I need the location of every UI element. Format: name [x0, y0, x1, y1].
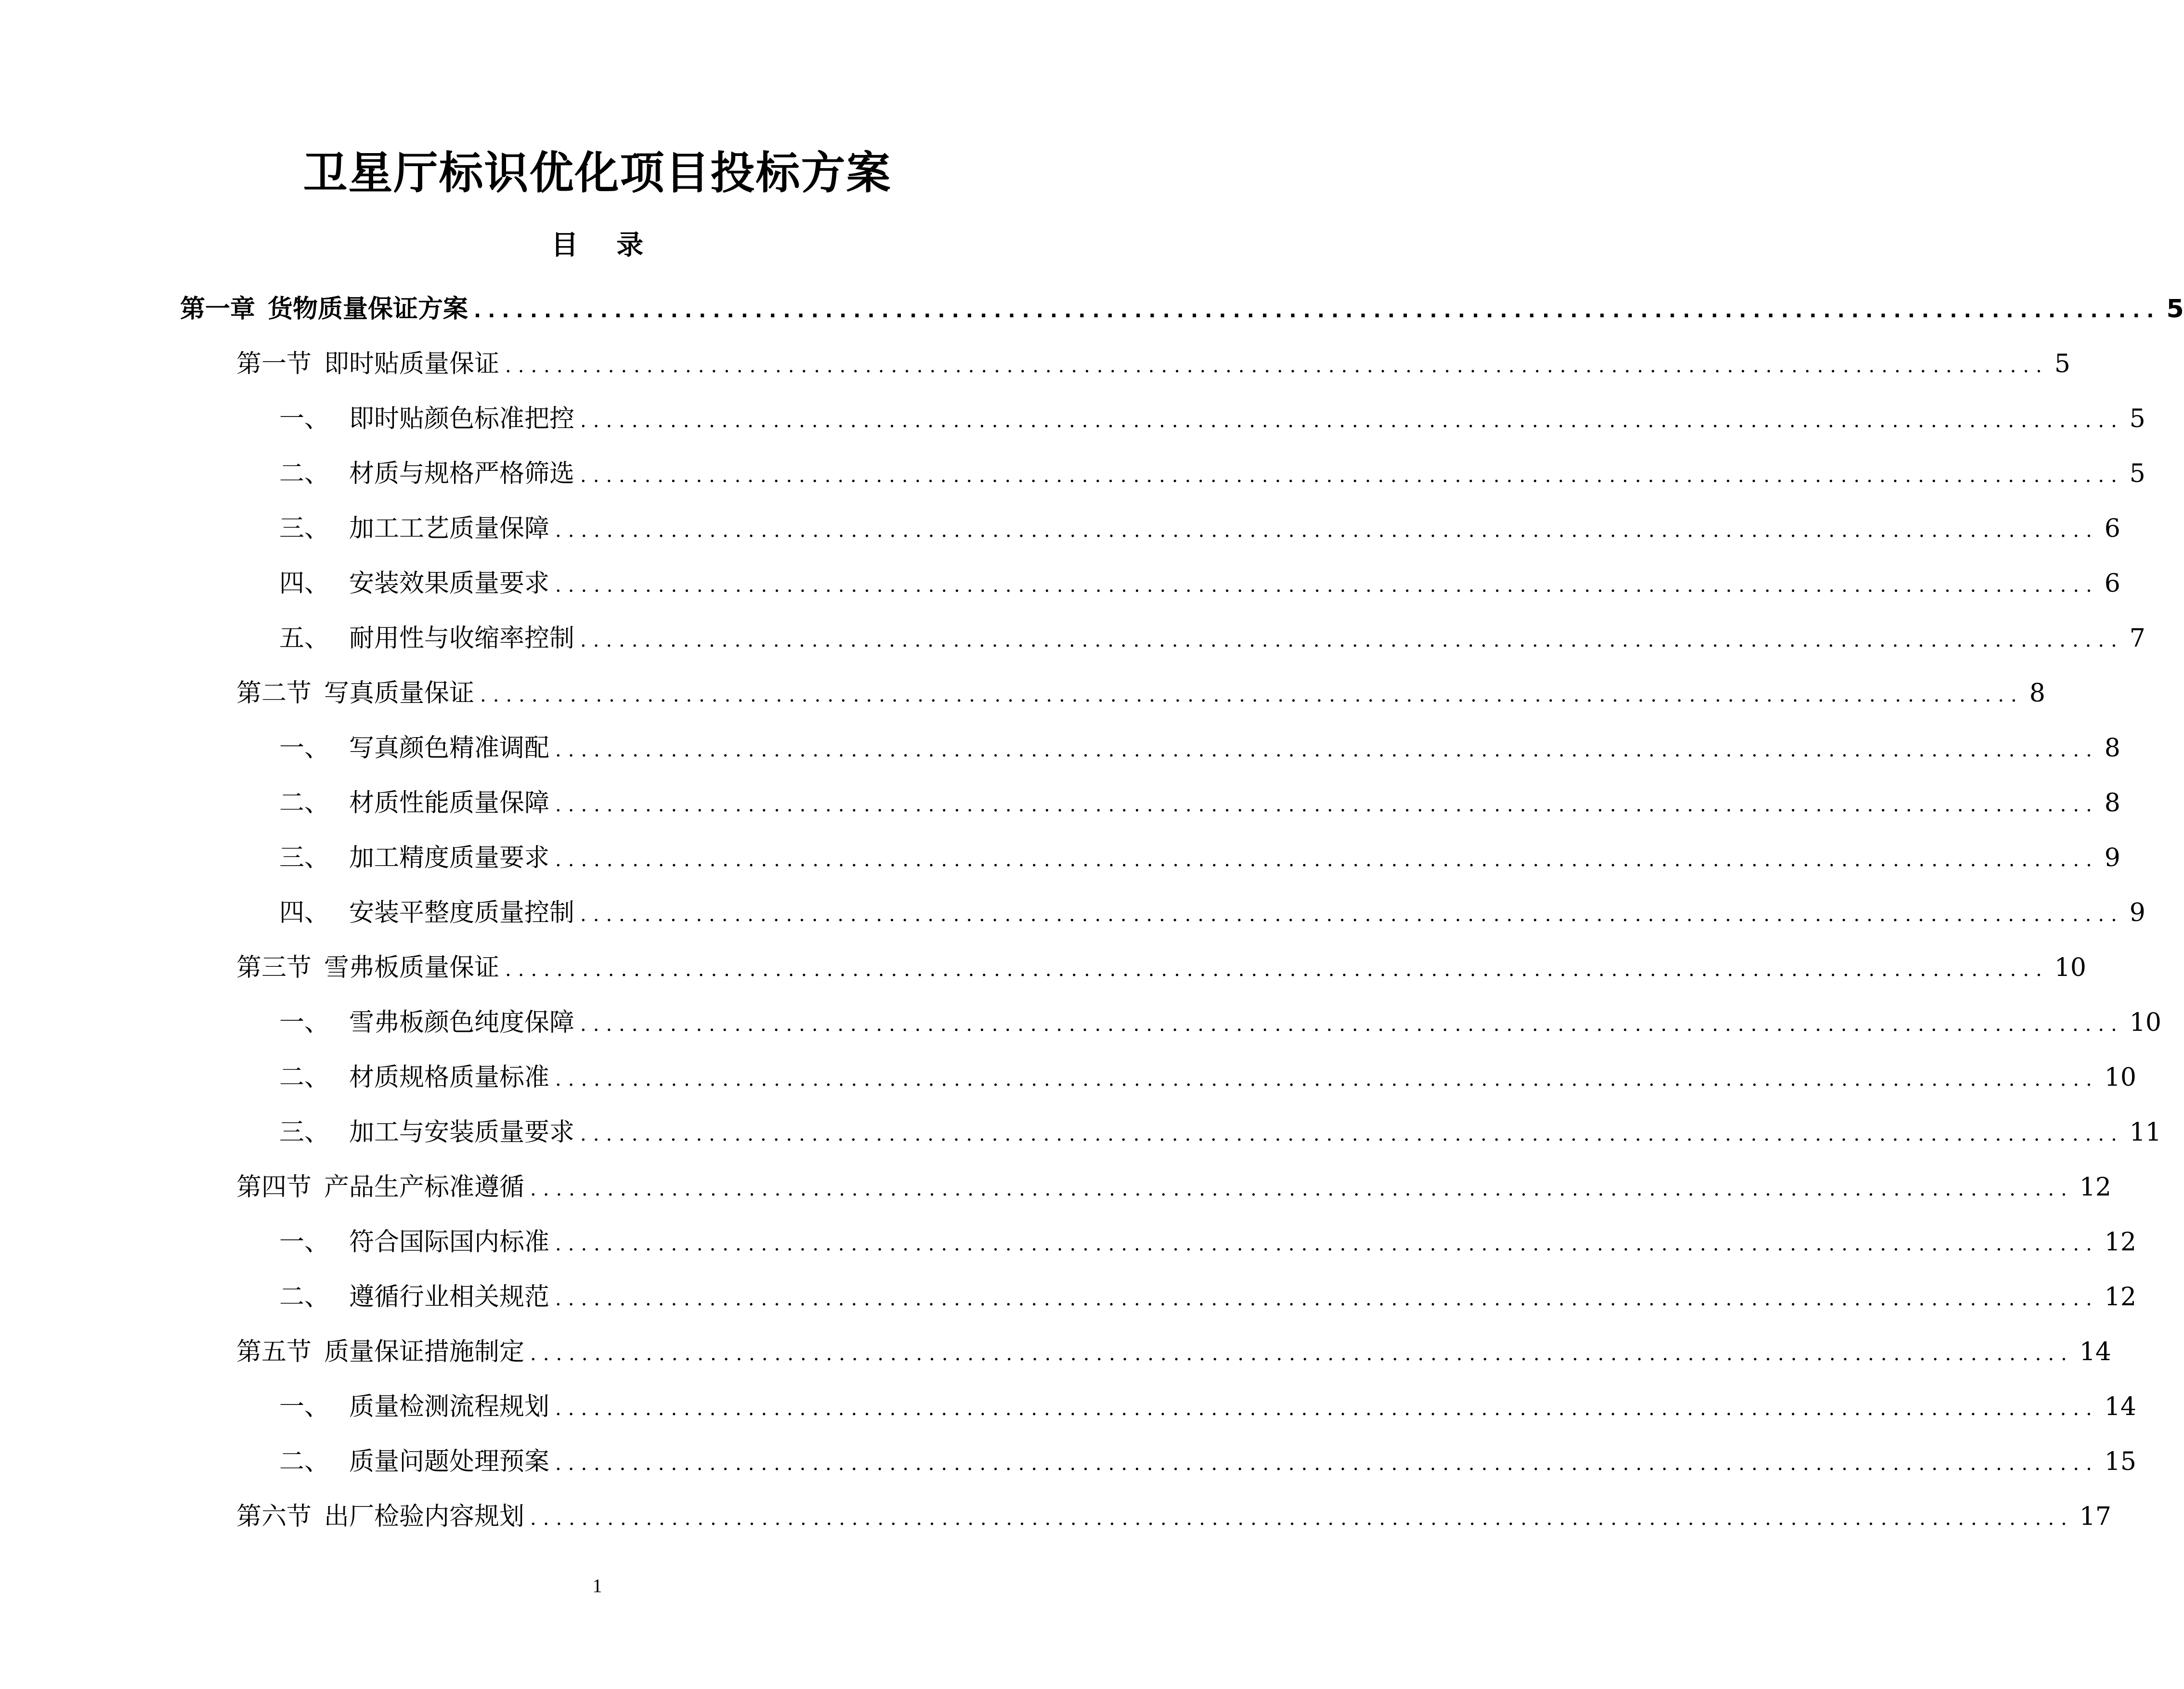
toc-entry[interactable] — [279, 1215, 2136, 1270]
toc-entry[interactable] — [279, 1270, 2136, 1325]
toc-dot-leader: ........................................................................................................................ — [555, 739, 2099, 761]
toc-entry[interactable] — [279, 446, 2145, 501]
toc-entry-page: 7 — [2129, 624, 2145, 653]
toc-entry-title: 写真颜色精准调配 — [349, 734, 550, 763]
toc-dot-leader: ........................................................................................................................ — [555, 1233, 2099, 1255]
toc-dot-leader: ........................................................................................................................ — [530, 1343, 2074, 1365]
toc-dot-leader: ........................................................................................................................ — [555, 1068, 2099, 1091]
toc-entry-page: 5 — [2129, 459, 2145, 488]
toc-dot-leader: ........................................................................................................................ — [480, 684, 2024, 706]
toc-entry-title: 质量检测流程规划 — [349, 1392, 550, 1421]
toc-entry-page: 5 — [2054, 350, 2070, 378]
toc-dot-leader: ........................................................................................................................ — [555, 1453, 2099, 1475]
toc-entry-title: 产品生产标准遵循 — [324, 1173, 525, 1202]
toc-entry-title: 材质性能质量保障 — [349, 789, 550, 818]
toc-dot-leader: ........................................................................................................................ — [580, 1013, 2124, 1036]
toc-entry[interactable] — [279, 1105, 2161, 1160]
toc-entry[interactable] — [279, 1379, 2136, 1434]
toc-entry-title: 雪弗板颜色纯度保障 — [349, 1008, 575, 1037]
toc-entry-page: 9 — [2129, 898, 2145, 927]
toc-entry-title: 即时贴质量保证 — [324, 350, 500, 378]
toc-entry-page: 5 — [2166, 295, 2184, 324]
toc-dot-leader: ........................................................................................................................ — [555, 794, 2099, 816]
toc-entry-number: 一、 — [279, 1008, 330, 1037]
toc-entry-title: 雪弗板质量保证 — [324, 953, 500, 982]
toc-entry-page: 10 — [2054, 953, 2086, 982]
toc-entry-label — [279, 501, 549, 556]
toc-entry-number: 第一节 — [236, 350, 312, 378]
toc-entry-number: 二、 — [279, 1063, 330, 1092]
toc-entry-title: 安装效果质量要求 — [349, 569, 550, 598]
toc-entry-label — [279, 611, 574, 666]
toc-entry-page: 12 — [2079, 1173, 2111, 1202]
toc-entry[interactable] — [279, 501, 2120, 556]
toc-entry-page: 17 — [2079, 1502, 2111, 1531]
toc-entry[interactable] — [279, 391, 2145, 446]
toc-dot-leader: ........................................................................................................................ — [580, 410, 2124, 432]
toc-entry-page: 8 — [2029, 679, 2045, 708]
toc-entry-number: 三、 — [279, 514, 330, 543]
toc-entry-page: 14 — [2079, 1338, 2111, 1366]
toc-entry-page: 11 — [2129, 1118, 2161, 1147]
toc-entry-label — [279, 1050, 549, 1105]
toc-entry-title: 写真质量保证 — [324, 679, 475, 708]
toc-entry-page: 12 — [2104, 1228, 2136, 1257]
toc-entry-page: 8 — [2104, 734, 2120, 763]
toc-entry-title: 货物质量保证方案 — [268, 295, 468, 324]
toc-entry-label — [279, 446, 574, 501]
toc-entry-page: 8 — [2104, 789, 2120, 818]
toc-entry-number: 二、 — [279, 459, 330, 488]
toc-entry-title: 材质与规格严格筛选 — [349, 459, 575, 488]
toc-entry[interactable] — [236, 666, 2045, 721]
toc-entry[interactable] — [279, 721, 2120, 776]
toc-dot-leader: ........................................................................................................................ — [555, 1288, 2099, 1310]
toc-entry-title: 安装平整度质量控制 — [349, 898, 575, 927]
toc-entry-number: 第四节 — [236, 1173, 312, 1202]
toc-dot-leader: ........................................................................................................................ — [555, 1398, 2099, 1420]
toc-entry[interactable] — [236, 337, 2070, 391]
toc-entry-label — [180, 282, 468, 337]
toc-entry-number: 四、 — [279, 569, 330, 598]
toc-entry-label — [279, 556, 549, 611]
toc-dot-leader: ........................................................................................................................ — [555, 520, 2099, 542]
toc-entry-number: 第五节 — [236, 1338, 312, 1366]
toc-entry-number: 二、 — [279, 1283, 330, 1312]
toc-entry-label — [236, 1160, 524, 1215]
toc-dot-leader: ........................................................................................................................ — [530, 1178, 2074, 1200]
toc-entry-number: 五、 — [279, 624, 330, 653]
toc-entry-label — [279, 1434, 549, 1489]
toc-entry[interactable] — [279, 1050, 2136, 1105]
toc-entry-page: 12 — [2104, 1283, 2136, 1312]
toc-entry-label — [279, 1270, 549, 1325]
toc-entry-number: 三、 — [279, 1118, 330, 1147]
toc-entry-label — [236, 940, 499, 995]
toc-entry[interactable] — [279, 556, 2120, 611]
toc-entry-label — [279, 885, 574, 940]
toc-entry-title: 遵循行业相关规范 — [349, 1283, 550, 1312]
toc-entry[interactable] — [236, 940, 2086, 995]
toc-entry-number: 一、 — [279, 734, 330, 763]
toc-dot-leader: ........................................................................................................................ — [580, 904, 2124, 926]
toc-entry-number: 二、 — [279, 1447, 330, 1476]
page-number: 1 — [592, 1575, 602, 1597]
toc-entry[interactable] — [279, 831, 2120, 885]
toc-dot-leader: ........................................................................................................................ — [505, 355, 2049, 377]
toc-entry[interactable] — [279, 995, 2161, 1050]
toc-entry-title: 质量保证措施制定 — [324, 1338, 525, 1366]
toc-dot-leader: ........................................................................................................................ — [505, 959, 2049, 981]
toc-entry-title: 符合国际国内标准 — [349, 1228, 550, 1257]
toc-dot-leader: ........................................................................................................................ — [555, 849, 2099, 871]
toc-entry-label — [279, 995, 574, 1050]
toc-entry[interactable] — [236, 1160, 2111, 1215]
toc-entry-page: 15 — [2104, 1447, 2136, 1476]
toc-entry-title: 质量问题处理预案 — [349, 1447, 550, 1476]
toc-entry-page: 10 — [2129, 1008, 2161, 1037]
toc-entry[interactable] — [279, 776, 2120, 831]
toc-entry-label — [236, 1325, 524, 1379]
toc-entry-number: 第一章 — [180, 295, 256, 324]
toc-entry-number: 第三节 — [236, 953, 312, 982]
toc-dot-leader: ........................................................................................................................ — [580, 629, 2124, 651]
toc-entry[interactable] — [279, 1434, 2136, 1489]
toc-entry-page: 9 — [2104, 844, 2120, 872]
toc-entry-title: 加工工艺质量保障 — [349, 514, 550, 543]
toc-entry-page: 14 — [2104, 1392, 2136, 1421]
toc-entry-page: 6 — [2104, 569, 2120, 598]
toc-entry-label — [236, 666, 474, 721]
toc-entry-label — [236, 1489, 524, 1544]
toc-dot-leader: ........................................................................................................................ — [555, 574, 2099, 597]
toc-entry-page: 5 — [2129, 404, 2145, 433]
toc-entry-title: 即时贴颜色标准把控 — [349, 404, 575, 433]
toc-dot-leader: ........................................................................................................................ — [580, 465, 2124, 487]
toc-entry-label — [279, 721, 549, 776]
toc-entry-label — [279, 1105, 574, 1160]
toc-entry-title: 耐用性与收缩率控制 — [349, 624, 575, 653]
toc-entry-title: 材质规格质量标准 — [349, 1063, 550, 1092]
toc-entry-label — [279, 1215, 549, 1270]
toc-entry-number: 一、 — [279, 404, 330, 433]
toc-entry-label — [279, 831, 549, 885]
toc-dot-leader: ........................................................................................................................ — [580, 1123, 2124, 1145]
toc-entry-number: 四、 — [279, 898, 330, 927]
document-title: 卫星厅标识优化项目投标方案 — [303, 147, 892, 199]
toc-entry-number: 二、 — [279, 789, 330, 818]
toc-dot-leader: ........................................................................................................................ — [530, 1507, 2074, 1530]
toc-entry-number: 一、 — [279, 1228, 330, 1257]
toc-entry-label — [236, 337, 499, 391]
toc-entry[interactable] — [279, 611, 2145, 666]
toc-entry-label — [279, 776, 549, 831]
toc-entry-label — [279, 391, 574, 446]
toc-entry-title: 加工精度质量要求 — [349, 844, 550, 872]
toc-entry-label — [279, 1379, 549, 1434]
toc-entry-number: 第二节 — [236, 679, 312, 708]
toc-entry[interactable] — [279, 885, 2145, 940]
toc-entry-title: 出厂检验内容规划 — [324, 1502, 525, 1531]
toc-entry[interactable] — [236, 1325, 2111, 1379]
toc-entry-title: 加工与安装质量要求 — [349, 1118, 575, 1147]
toc-entry-page: 6 — [2104, 514, 2120, 543]
toc-dot-leader: ........................................................................................................................ — [474, 300, 2161, 322]
toc-heading: 目 录 — [551, 230, 658, 261]
toc-entry-number: 第六节 — [236, 1502, 312, 1531]
toc-entry[interactable] — [236, 1489, 2111, 1544]
toc-entry-number: 三、 — [279, 844, 330, 872]
toc-entry-page: 10 — [2104, 1063, 2136, 1092]
toc-entry-number: 一、 — [279, 1392, 330, 1421]
toc-entry[interactable] — [180, 282, 2184, 337]
